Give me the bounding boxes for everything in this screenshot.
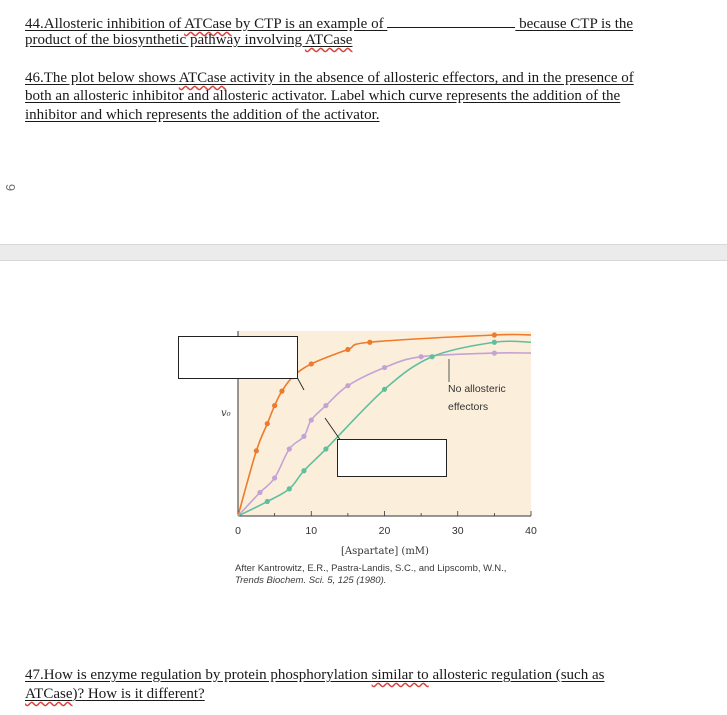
x-tick-label: 20 [378,525,391,537]
question-47-line2 [25,685,205,703]
q44-line1-mid: by CTP is an example of [231,16,388,32]
data-point-orange [367,340,372,345]
q44-term-atcase-2: ATCase [304,32,353,48]
question-47-line1 [25,666,604,684]
label-box-upper[interactable] [178,336,298,379]
data-point-green [265,499,270,504]
data-point-purple [419,354,424,359]
y-axis-label: v₀ [221,408,231,419]
q47-term-similar: similar to [371,667,429,683]
data-point-purple [382,365,387,370]
q46-line1-prefix: 46.The plot below shows [25,70,179,86]
data-point-green [430,354,435,359]
data-point-green [287,486,292,491]
data-point-orange [265,421,270,426]
q47-line1-prefix: 47.How is enzyme regulation by protein phosphorylation [25,667,372,683]
q44-line1-suffix: because CTP is the [515,16,634,32]
data-point-purple [492,351,497,356]
data-point-orange [272,403,277,408]
page-number: 6 [3,183,19,192]
q47-line2-suffix: )? How is it different? [72,686,205,702]
data-point-green [382,387,387,392]
data-point-orange [345,347,350,352]
label-box-lower[interactable] [337,439,447,477]
data-point-green [301,468,306,473]
data-point-purple [309,417,314,422]
q44-line1-prefix: 44.Allosteric inhibition of [25,16,185,32]
data-point-purple [323,403,328,408]
data-point-purple [287,446,292,451]
x-tick-label: 0 [235,525,241,537]
data-point-purple [257,490,262,495]
data-point-orange [309,361,314,366]
x-tick-label: 30 [451,525,464,537]
q46-term-atcase: ATCase [178,70,227,86]
x-tick-label: 40 [525,525,537,537]
q47-line1-suffix: allosteric regulation (such as [428,667,605,683]
data-point-green [323,446,328,451]
caption-line1: After Kantrowitz, E.R., Pastra-Landis, S.C., and Lipscomb, W.N., [235,563,507,574]
q44-term-atcase: ATCase [184,16,232,32]
data-point-purple [301,434,306,439]
data-point-purple [272,475,277,480]
q46-line1-suffix: activity in the absence of allosteric effectors, and in the presence of [226,70,634,86]
data-point-purple [345,383,350,388]
x-tick-label: 10 [305,525,318,537]
data-point-green [492,340,497,345]
question-46-line3: inhibitor and which represents the addition of the activator. [25,107,380,123]
data-point-orange [492,332,497,337]
q44-line2-prefix: product of the biosynthetic pathway involving [25,32,305,48]
caption-line2: Trends Biochem. Sci. 5, 125 (1980). [235,575,387,586]
x-axis-label: [Aspartate] (mM) [341,546,429,557]
data-point-orange [279,389,284,394]
data-point-orange [254,448,259,453]
annotation-no-effectors: No allosteric effectors [448,383,506,413]
q47-term-atcase: ATCase [25,686,73,702]
figure-caption [235,563,506,587]
question-46-line2: both an allosteric inhibitor and allosteric activator. Label which curve represents the addition of the [25,88,621,104]
